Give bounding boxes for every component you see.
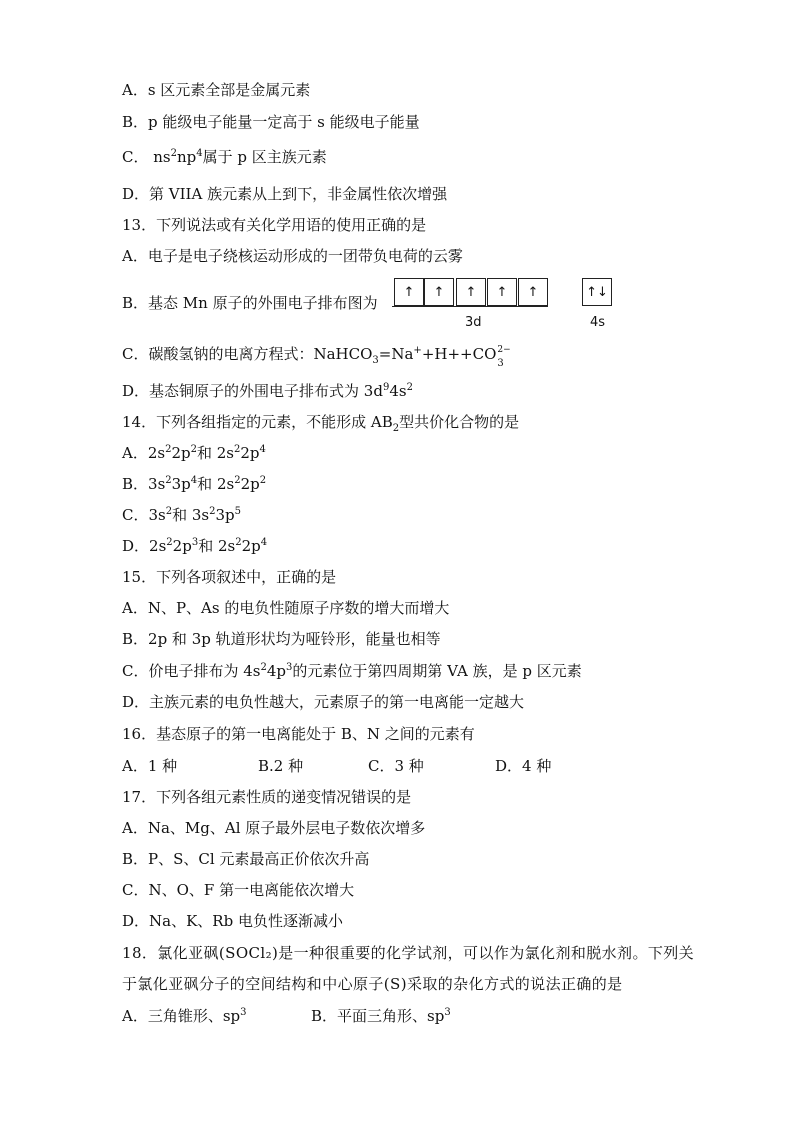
sup: 2 [170, 148, 177, 159]
sup: + [413, 345, 422, 356]
orbital-3d-box-5: ↑ [518, 278, 548, 306]
text: D．基态铜原子的外围电子排布式为 3d [122, 382, 383, 400]
text: D．2s [122, 537, 167, 555]
sup: 2 [166, 537, 173, 548]
orbital-3d-box-3: ↑ [456, 278, 486, 306]
sup: 3 [444, 1007, 451, 1018]
q12-option-c [122, 147, 327, 167]
sup: 2 [165, 444, 172, 455]
text: C．3s [122, 506, 166, 524]
text: 2p [241, 537, 261, 555]
q12-option-d: D．第 VIIA 族元素从上到下，非金属性依次增强 [122, 185, 448, 203]
q16-option-b: B.2 种 [258, 757, 304, 775]
sup: 2 [259, 475, 267, 486]
sup: 2 [165, 475, 172, 486]
sup: 2 [406, 382, 413, 393]
ion-charge: 2− [497, 345, 511, 355]
q14-option-c [122, 505, 241, 525]
orbital-3d-label: 3d [465, 315, 482, 330]
q13-option-d [122, 381, 413, 401]
q13-option-b: B．基态 Mn 原子的外围电子排布图为 [122, 294, 378, 312]
orbital-3d-box-2: ↑ [424, 278, 454, 306]
q13-option-a: A．电子是电子绕核运动形成的一团带负电荷的云雾 [122, 247, 463, 265]
text: 的元素位于第四周期第 VA 族，是 p 区元素 [292, 662, 582, 680]
orbital-baseline [392, 306, 548, 307]
text: 2p [240, 475, 260, 493]
q16-options [122, 756, 551, 776]
sup: 2 [260, 662, 267, 673]
q15-option-b: B．2p 和 3p 轨道形状均为哑铃形，能量也相等 [122, 630, 441, 648]
q16-option-d: D．4 种 [495, 757, 552, 775]
sup: 4 [190, 475, 198, 486]
q15-option-d: D．主族元素的电负性越大，元素原子的第一电离能一定越大 [122, 693, 525, 711]
sup: 3 [191, 537, 199, 548]
q15-option-c [122, 661, 582, 681]
text: =Na [378, 345, 414, 363]
text: 4s [389, 382, 407, 400]
sub: 3 [372, 355, 379, 366]
text: 和 3s [172, 506, 210, 524]
text: 3p [171, 475, 191, 493]
sup: 9 [382, 382, 390, 393]
q16-option-c: C．3 种 [368, 757, 424, 775]
sup: 4 [260, 537, 268, 548]
q18-option-a [122, 1006, 311, 1026]
sup: 3 [240, 1007, 247, 1018]
text: 2p [240, 444, 260, 462]
q18-stem-line2: 于氯化亚砜分子的空间结构和中心原子(S)采取的杂化方式的说法正确的是 [122, 975, 623, 993]
q14-option-d [122, 536, 267, 556]
sup: 2 [234, 475, 241, 486]
sup: 2 [235, 537, 242, 548]
q17-option-a: A．Na、Mg、Al 原子最外层电子数依次增多 [122, 819, 426, 837]
q16-stem: 16．基态原子的第一电离能处于 B、N 之间的元素有 [122, 725, 475, 743]
text: B．3s [122, 475, 166, 493]
text: 型共价化合物的是 [399, 413, 520, 431]
q12-option-b: B．p 能级电子能量一定高于 s 能级电子能量 [122, 113, 420, 131]
text: 和 2s [198, 537, 236, 555]
q12-option-a: A．s 区元素全部是金属元素 [122, 81, 311, 99]
text: +H++CO [421, 345, 497, 363]
text: np [176, 148, 197, 166]
q18-option-b [311, 1006, 451, 1026]
text: 3p [215, 506, 235, 524]
text: 2p [171, 444, 191, 462]
q18-options [122, 1006, 451, 1026]
q18-stem-line1: 18．氯化亚砜(SOCl₂)是一种很重要的化学试剂，可以作为氯化剂和脱水剂。下列关 [122, 944, 695, 962]
ion-subscript: 3 [497, 358, 504, 369]
text: 属于 p 区主族元素 [202, 148, 327, 166]
q17-stem: 17．下列各组元素性质的递变情况错误的是 [122, 788, 412, 806]
sup: 2 [234, 444, 241, 455]
text: C．碳酸氢钠的电离方程式：NaHCO [122, 345, 373, 363]
sup: 2 [165, 506, 173, 517]
ion-script [496, 345, 511, 369]
q13-option-c [122, 344, 511, 369]
sup: 2 [209, 506, 216, 517]
q14-option-b [122, 474, 266, 494]
sup: 4 [259, 444, 266, 455]
sup: 2 [190, 444, 197, 455]
orbital-3d-box-4: ↑ [487, 278, 517, 306]
sup: 4 [196, 148, 203, 159]
q17-option-d: D．Na、K、Rb 电负性逐渐减小 [122, 912, 343, 930]
q15-stem: 15．下列各项叙述中，正确的是 [122, 568, 337, 586]
text: 14．下列各组指定的元素，不能形成 AB [122, 413, 393, 431]
sup: 3 [286, 662, 293, 673]
q17-option-b: B．P、S、Cl 元素最高正价依次升高 [122, 850, 370, 868]
text: 2p [172, 537, 192, 555]
sub: 2 [392, 423, 400, 434]
text: B．平面三角形、sp [311, 1007, 445, 1025]
q15-option-a: A．N、P、As 的电负性随原子序数的增大而增大 [122, 599, 450, 617]
text: A．2s [122, 444, 166, 462]
text: A．三角锥形、sp [122, 1007, 241, 1025]
text: 4p [266, 662, 287, 680]
sup: 5 [234, 506, 242, 517]
orbital-4s-label: 4s [590, 315, 606, 330]
orbital-4s-box: ↑↓ [582, 278, 612, 306]
q14-option-a [122, 443, 266, 463]
q14-stem [122, 412, 519, 432]
text: 和 2s [196, 444, 234, 462]
q17-option-c: C．N、O、F 第一电离能依次增大 [122, 881, 355, 899]
text: C．价电子排布为 4s [122, 662, 261, 680]
text: C． ns [122, 148, 171, 166]
q13-stem: 13．下列说法或有关化学用语的使用正确的是 [122, 216, 427, 234]
text: 和 2s [197, 475, 235, 493]
q16-option-a: A．1 种 [122, 757, 178, 775]
orbital-3d-box-1: ↑ [394, 278, 424, 306]
